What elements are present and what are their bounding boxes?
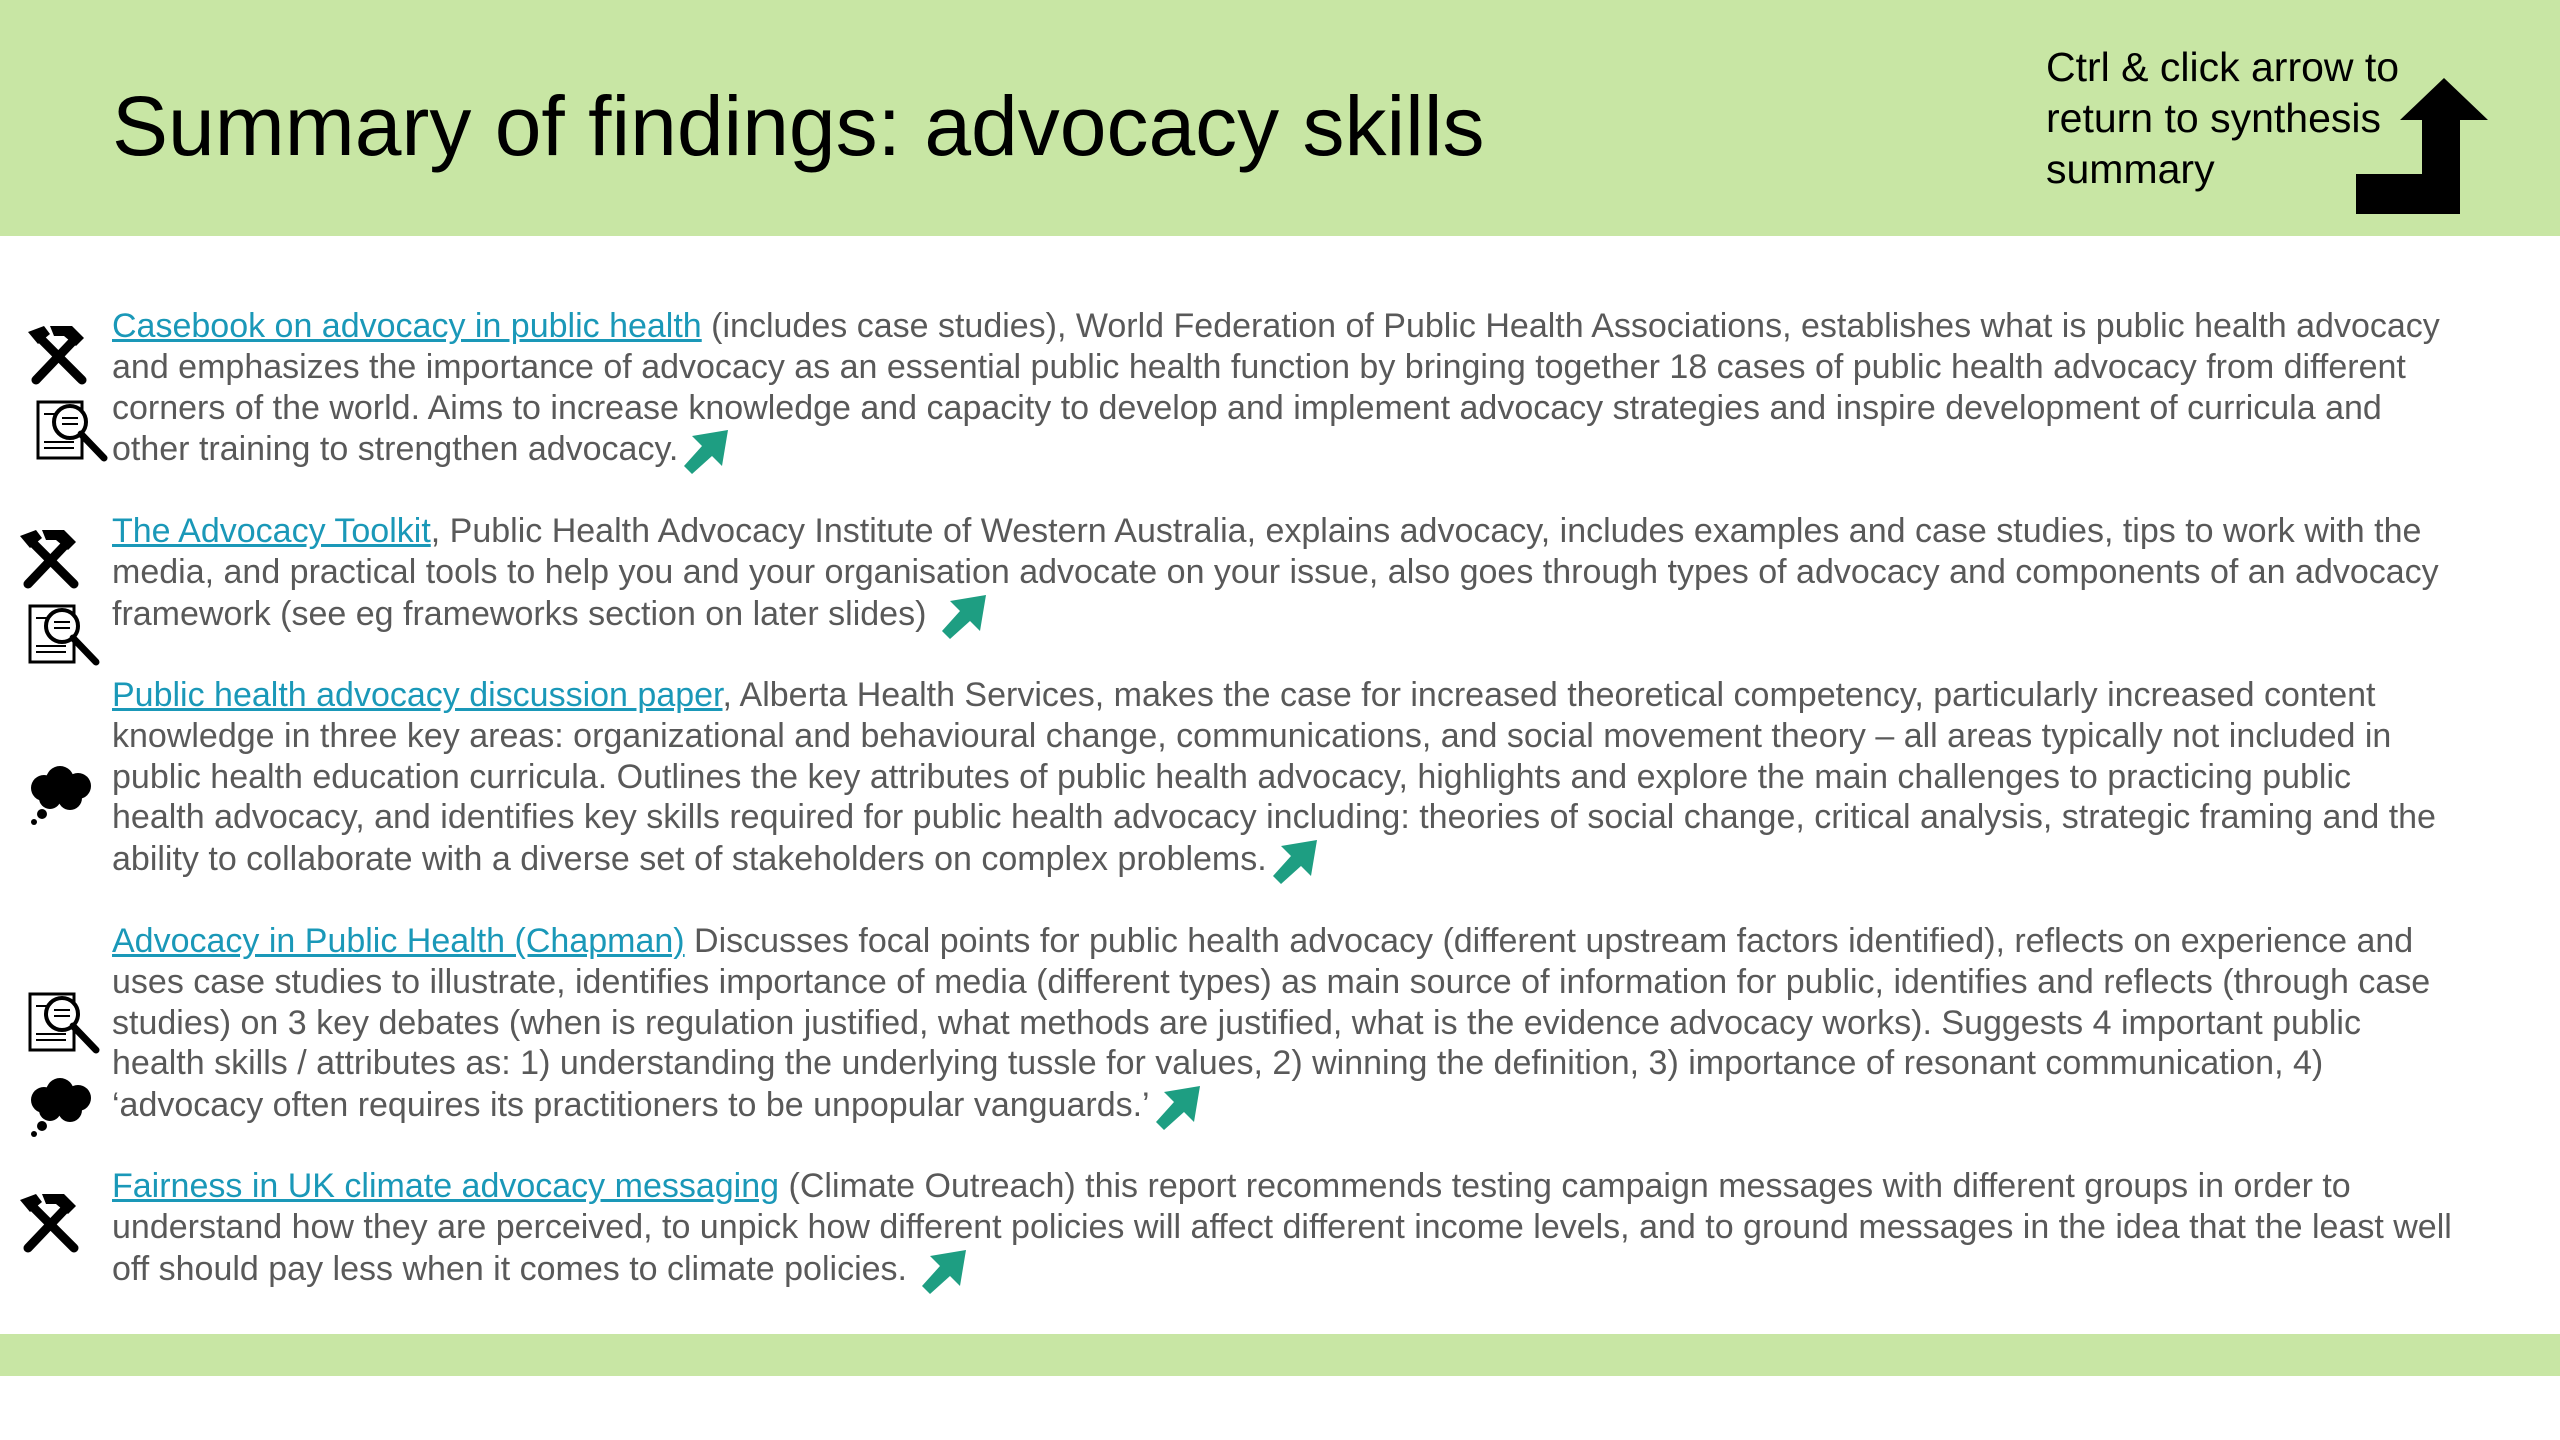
link-discussion-paper[interactable]: Public health advocacy discussion paper [112, 676, 723, 714]
footer-band [0, 1334, 2560, 1376]
jump-arrow-icon[interactable] [1154, 1084, 1202, 1132]
jump-arrow-icon[interactable] [940, 593, 988, 641]
entry-casebook [112, 306, 2452, 476]
entry-text: (includes case studies), World Federation of Public Health Associations, establishes what is public health advocacy and emphasizes the importance of advocacy as an essential public health function by bringing together 18 cases of public health advocacy from different corners of the world. Aims to increase knowledge and capacity to develop and implement advocacy strategies and inspire development of curricula and other training to strengthen advocacy. [112, 307, 2440, 469]
link-chapman[interactable]: Advocacy in Public Health (Chapman) [112, 922, 685, 960]
entry-discussion-paper [112, 675, 2452, 886]
entry-text: , Public Health Advocacy Institute of Western Australia, explains advocacy, includes examples and case studies, tips to work with the media, and practical tools to help you and your organisation advocate on your issue, also goes through types of advocacy and components of an advocacy framework (see eg frameworks section on later slides) [112, 512, 2439, 633]
return-instruction: Ctrl & click arrow to return to synthesis summary [2046, 44, 2400, 192]
entry-climate-messaging [112, 1166, 2452, 1296]
thought-cloud-icon [26, 1074, 98, 1140]
entry-text: , Alberta Health Services, makes the case for increased theoretical competency, particularly increased content knowledge in three key areas: organizational and behavioural change, communications, and social movement theory – all areas typically not included in public health education curricula. Outlines the key attributes of public health advocacy, highlights and explore the main challenges to practicing public health advocacy, and identifies key skills required for public health advocacy including: theories of social change, critical analysis, strategic framing and the ability to collaborate with a diverse set of stakeholders on complex problems. [112, 676, 2436, 879]
tools-icon [16, 526, 86, 592]
link-casebook[interactable]: Casebook on advocacy in public health [112, 307, 702, 345]
jump-arrow-icon[interactable] [682, 428, 730, 476]
tools-icon [16, 1190, 86, 1256]
tools-icon [24, 322, 94, 388]
entry-chapman [112, 921, 2452, 1132]
link-advocacy-toolkit[interactable]: The Advocacy Toolkit [112, 512, 431, 550]
document-search-icon [26, 986, 106, 1058]
entry-text: (Climate Outreach) this report recommends testing campaign messages with different groups in order to understand how they are perceived, to unpick how different policies will affect different income levels, and to ground messages in the idea that the least well off should pay less when it comes to climate policies. [112, 1167, 2452, 1288]
document-search-icon [26, 598, 106, 670]
document-search-icon [34, 394, 114, 466]
entry-text: Discusses focal points for public health advocacy (different upstream factors identified), reflects on experience and uses case studies to illustrate, identifies importance of media (different types) as main source of information for public, identifies and reflects (through case studies) on 3 key debates (when is regulation justified, what methods are justified, what is the evidence advocacy works). Suggests 4 important public health skills / attributes as: 1) understanding the underlying tussle for values, 2) winning the definition, 3) importance of resonant communication, 4) ‘advocacy often requires its practitioners to be unpopular vanguards.’ [112, 922, 2431, 1125]
header-band [0, 0, 2560, 236]
thought-cloud-icon [26, 762, 98, 828]
entry-advocacy-toolkit [112, 511, 2452, 641]
jump-arrow-icon[interactable] [1271, 838, 1319, 886]
link-climate-messaging[interactable]: Fairness in UK climate advocacy messaging [112, 1167, 780, 1205]
jump-arrow-icon[interactable] [920, 1248, 968, 1296]
page-title: Summary of findings: advocacy skills [112, 79, 1485, 173]
return-arrow-icon[interactable] [2356, 78, 2501, 224]
